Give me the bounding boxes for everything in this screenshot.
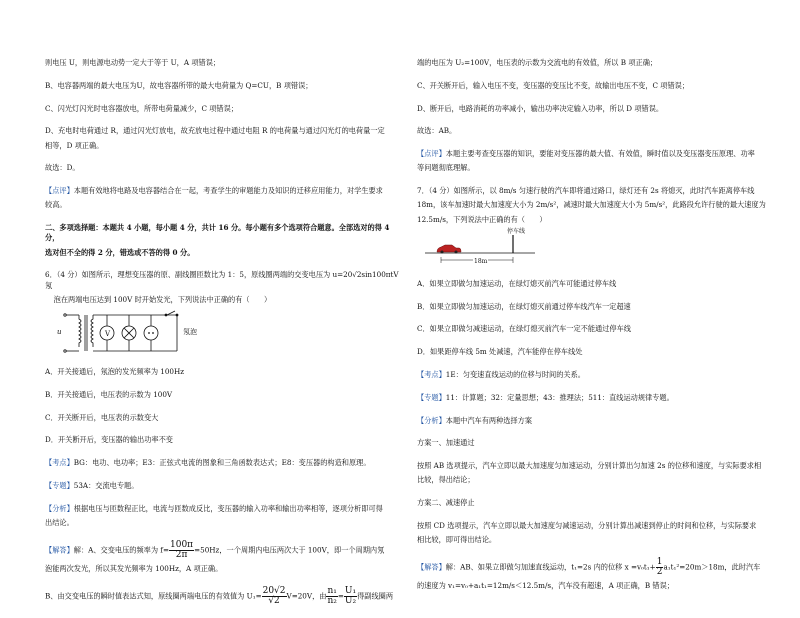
text-line: 按照 CD 选项提示，汽车立即以最大加速度匀减速运动，分别计算出减速到停止的时间和位移，与实际要求	[417, 520, 757, 530]
text-line: 比较，得出结论；	[417, 475, 475, 485]
category-tag: 【专题】	[45, 480, 74, 490]
option-d: D．开关断开后，变压器的输出功率不变	[45, 435, 173, 445]
text-line: 端的电压为 U₂=100V，电压表的示数为交流电的有效值，所以 B 项正确；	[417, 58, 658, 67]
text-line: 故选：D。	[45, 163, 80, 173]
solution-text: V=20V，由	[286, 591, 327, 601]
topic-text: 1E：匀变速直线运动的位移与时间的关系。	[445, 369, 585, 379]
topic-line	[45, 458, 400, 468]
solution-text: 解：A、交变电压的频率为 f=	[73, 545, 169, 555]
question-7-stem-cont: 18m，该车加速时最大加速度大小为 2m/s²，减速时最大加速度大小为 5m/s²，此路段允许行驶的最大速度为	[417, 200, 766, 210]
text-line: 相等，D 项正确。	[45, 140, 104, 150]
circuit-diagram	[57, 309, 192, 357]
solution-line	[45, 541, 400, 560]
fraction	[169, 541, 194, 560]
voltmeter-symbol-icon: V	[105, 330, 111, 338]
fraction-denominator: √2	[268, 595, 280, 606]
analysis-text: 本题中汽车有两种选择方案	[445, 415, 533, 425]
fraction-numerator: 1	[656, 556, 663, 567]
text-line: 方案二、减速停止	[417, 498, 475, 508]
solution-text: 解：AB、如果立即做匀加速直线运动，t₁=2s 内的位移 x =v₀t₁+	[445, 562, 656, 572]
fraction-numerator: n₁	[327, 585, 337, 596]
solution-line-b	[45, 587, 400, 606]
text-line: 则电压 U，则电源电动势一定大于等于 U，A 项错误；	[45, 58, 221, 67]
topic-tag: 【考点】	[45, 458, 74, 468]
question-7-stem-cont: 12.5m/s，下列说法中正确的有（ ）	[417, 214, 547, 224]
question-7-stem: 7．（4 分）如图所示，以 8m/s 匀速行驶的汽车即将通过路口，绿灯还有 2s 将熄灭，此时汽车距离停车线	[417, 186, 755, 196]
analysis-line	[45, 504, 400, 514]
text-line: B、电容器两端的最大电压为U，故电容器所带的最大电荷量为 Q=CU，B 项错误；	[45, 80, 313, 90]
fraction	[262, 587, 287, 606]
solution-text: =50Hz，一个周期内电压两次大于 100V，即一个周期内氖	[194, 545, 385, 555]
section-heading: 二、多项选择题：本题共 4 小题，每小题 4 分，共计 16 分。每小题有多个选项符合题意。全部选对的得 4 分，	[45, 223, 390, 243]
distance-label: 18m	[473, 257, 488, 267]
category-text: 11：计算题；32：定量思想；43：推理法；511：直线运动规律专题。	[445, 392, 674, 402]
option-a: A．如果立即做匀加速运动，在绿灯熄灭前汽车可能通过停车线	[417, 278, 617, 288]
fraction-numerator: 20√2	[262, 585, 286, 596]
solution-tag: 【解答】	[417, 562, 446, 572]
comment-tag: 【点评】	[45, 186, 74, 196]
option-c: C．开关断开后，电压表的示数变大	[45, 412, 159, 422]
fraction-denominator: U₂	[344, 595, 357, 606]
text-line: D、充电时电荷通过 R，通过闪光灯放电，故充放电过程中通过电阻 R 的电荷量与通过闪光灯的电荷量一定	[45, 126, 385, 136]
left-column	[45, 58, 400, 618]
text-line: 泡能两次发光，所以其发光频率为 100Hz，A 项正确。	[45, 563, 223, 573]
fraction-denominator: n₂	[327, 595, 337, 606]
text-line: 较高。	[45, 200, 67, 210]
text-line: 等问题彻底理解。	[417, 163, 475, 173]
stop-line-label: 停车线	[507, 227, 526, 235]
option-a: A．开关接通后，氖泡的发光频率为 100Hz	[45, 367, 185, 376]
solution-text: a₁t₁²=20m＞18m，此时汽车	[663, 562, 761, 572]
comment-text: 本题主要考查变压器的知识，要能对变压器的最大值、有效值，瞬时值以及变压器变压原理、功率	[445, 149, 755, 159]
category-text: 53A：交流电专题。	[73, 480, 139, 490]
comment-text: 本题有效地将电路及电容器结合在一起，考查学生的审题能力及知识的迁移应用能力，对学生要求	[73, 186, 383, 196]
fraction	[326, 587, 337, 606]
neon-bulb-label: 氖泡	[183, 328, 197, 336]
question-6-stem-cont: 泡在两端电压达到 100V 时开始发光，下列说法中正确的有（ ）	[53, 294, 272, 304]
text-line: 出结论。	[45, 517, 74, 527]
analysis-tag: 【分析】	[45, 503, 74, 513]
option-d: D．如果距停车线 5m 处减速，汽车能停在停车线处	[417, 347, 583, 357]
section-heading-cont: 选对但不全的得 2 分，错选或不答的得 0 分。	[45, 247, 195, 257]
category-line	[45, 481, 400, 491]
solution-text: B、由交变电压的瞬时值表达式知，原线圈两端电压的有效值为 U₁=	[45, 591, 262, 601]
voltage-symbol-label: u	[57, 328, 62, 336]
fraction-numerator: 100π	[170, 539, 194, 550]
question-6-stem: 6．（4 分）如图所示，理想变压器的原、副线圈匝数比为 1：5，原线圈两端的交变电压为 u=20√2sin100πtV 氖	[45, 270, 399, 290]
text-line: 方案一、加速通过	[417, 438, 475, 448]
option-c: C．如果立即做匀减速运动，在绿灯熄灭前汽车一定不能通过停车线	[417, 324, 631, 334]
car-icon	[437, 245, 461, 254]
fraction-denominator: 2π	[175, 549, 188, 560]
text-line: 相比较，即可得出结论。	[417, 535, 497, 545]
comment-line	[45, 186, 400, 196]
text-line: C、开关断开后，输入电压不变，变压器的变压比不变，故输出电压不变，C 项错误；	[417, 80, 690, 90]
text-line: 按照 AB 选项提示，汽车立即以最大加速度匀加速运动，分别计算出匀加速 2s 的位移和速度，与实际要求相	[417, 461, 762, 471]
solution-tag: 【解答】	[45, 545, 74, 555]
fraction-numerator: U₁	[344, 585, 357, 596]
analysis-tag: 【分析】	[417, 415, 446, 425]
category-tag: 【专题】	[417, 392, 446, 402]
solution-line	[417, 558, 772, 577]
transformer-circuit-figure	[57, 309, 400, 357]
solution-text: =	[337, 591, 344, 601]
fraction-denominator: 2	[656, 566, 663, 577]
topic-tag: 【考点】	[417, 369, 446, 379]
topic-line	[417, 370, 772, 380]
solution-text: 得副线圈两	[357, 591, 394, 601]
option-b: B．开关接通后，电压表的示数为 100V	[45, 389, 173, 399]
comment-tag: 【点评】	[417, 149, 446, 159]
category-line	[417, 393, 772, 403]
option-b: B．如果立即做匀加速运动，在绿灯熄灭前通过停车线汽车一定超速	[417, 301, 631, 311]
fraction	[344, 587, 357, 606]
text-line: D、断开后，电路消耗的功率减小，输出功率决定输入功率，所以 D 项错误。	[417, 103, 664, 113]
analysis-text: 根据电压与匝数程正比，电流与匝数成反比，变压器的输入功率和输出功率相等，逐项分析即可得	[73, 503, 383, 513]
comment-line	[417, 149, 772, 159]
fraction	[656, 558, 664, 577]
text-line: 故选：AB。	[417, 126, 457, 136]
analysis-line	[417, 416, 772, 426]
stop-line-figure	[425, 229, 772, 269]
topic-text: BG：电功、电功率；E3：正弦式电流的图象和三角函数表达式；E8：变压器的构造和原理。	[73, 458, 371, 468]
text-line: C、闪光灯闪光时电容器放电，所带电荷量减少，C 项错误；	[45, 103, 238, 113]
text-line: 的速度为 v₁=v₀+a₁t₁=12m/s＜12.5m/s，汽车没有超速，A 项正确，B 错误；	[417, 580, 674, 590]
right-column	[417, 58, 772, 604]
